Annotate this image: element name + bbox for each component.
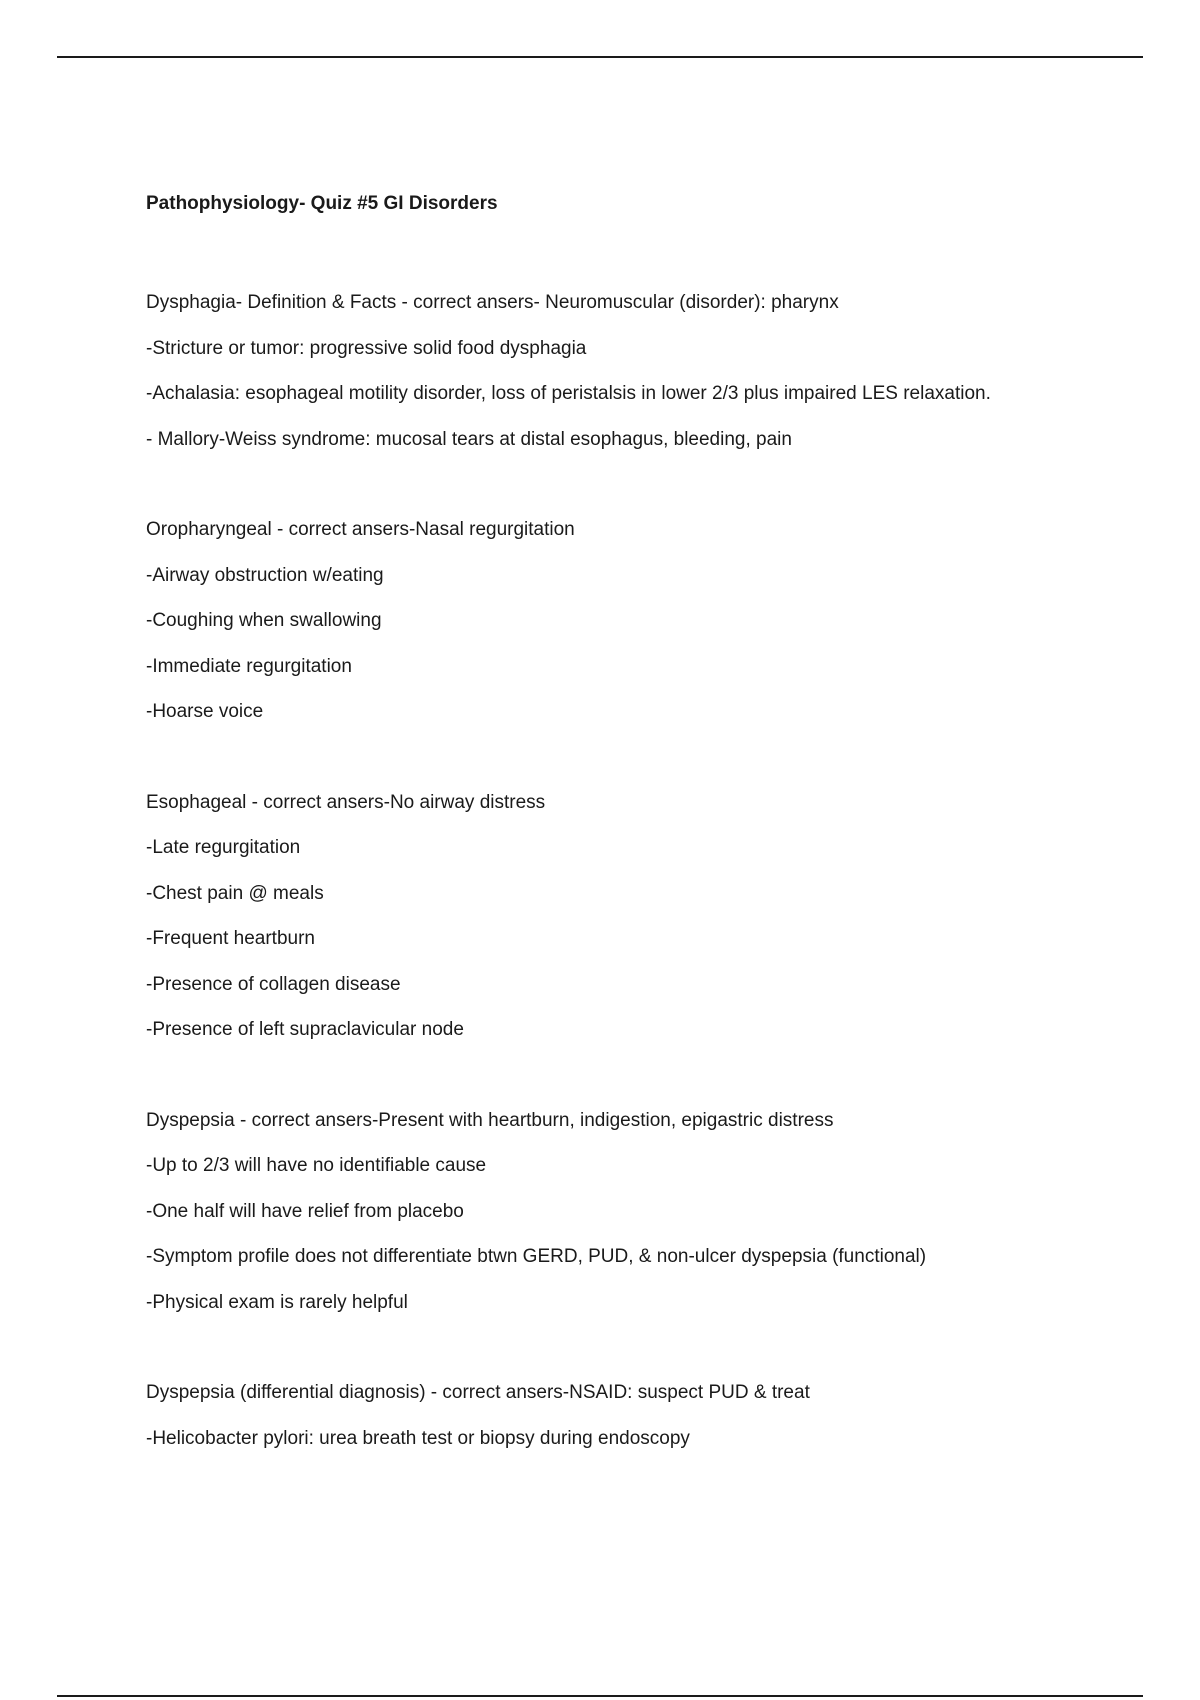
text-line: Oropharyngeal - correct ansers-Nasal regurgitation bbox=[146, 519, 575, 540]
text-line: Dyspepsia (differential diagnosis) - correct ansers-NSAID: suspect PUD & treat bbox=[146, 1382, 810, 1403]
text-line: -One half will have relief from placebo bbox=[146, 1200, 464, 1222]
text-line: -Helicobacter pylori: urea breath test or biopsy during endoscopy bbox=[146, 1427, 690, 1449]
text-line: -Stricture or tumor: progressive solid food dysphagia bbox=[146, 337, 587, 359]
text-line: -Presence of collagen disease bbox=[146, 973, 401, 995]
document-title: Pathophysiology- Quiz #5 GI Disorders bbox=[146, 193, 498, 214]
text-line: - Mallory-Weiss syndrome: mucosal tears at distal esophagus, bleeding, pain bbox=[146, 428, 792, 450]
text-line: -Chest pain @ meals bbox=[146, 882, 324, 904]
bottom-rule bbox=[57, 1695, 1143, 1697]
text-line: -Coughing when swallowing bbox=[146, 610, 382, 631]
text-line: -Up to 2/3 will have no identifiable cause bbox=[146, 1155, 487, 1176]
text-line: Dysphagia- Definition & Facts - correct ansers- Neuromuscular (disorder): pharynx bbox=[146, 292, 839, 313]
section-esophageal bbox=[146, 780, 1106, 1053]
text-line: Dyspepsia - correct ansers-Present with heartburn, indigestion, epigastric distress bbox=[146, 1109, 834, 1131]
text-line: -Airway obstruction w/eating bbox=[146, 564, 384, 586]
text-line: -Hoarse voice bbox=[146, 701, 264, 722]
document-body bbox=[146, 190, 1106, 1506]
text-line: -Presence of left supraclavicular node bbox=[146, 1019, 464, 1040]
text-line: -Symptom profile does not differentiate btwn GERD, PUD, & non-ulcer dyspepsia (functional) bbox=[146, 1246, 927, 1267]
section-dyspepsia-differential bbox=[146, 1370, 1106, 1461]
section-dyspepsia bbox=[146, 1098, 1106, 1326]
text-line: -Frequent heartburn bbox=[146, 928, 315, 949]
text-line: -Late regurgitation bbox=[146, 837, 301, 858]
text-line: -Physical exam is rarely helpful bbox=[146, 1291, 408, 1313]
text-line: -Immediate regurgitation bbox=[146, 655, 352, 677]
section-dysphagia bbox=[146, 280, 1106, 462]
text-line: Esophageal - correct ansers-No airway distress bbox=[146, 791, 546, 813]
section-oropharyngeal bbox=[146, 507, 1106, 735]
top-rule bbox=[57, 56, 1143, 58]
text-line: -Achalasia: esophageal motility disorder, loss of peristalsis in lower 2/3 plus impaired LES relaxation. bbox=[146, 383, 991, 404]
